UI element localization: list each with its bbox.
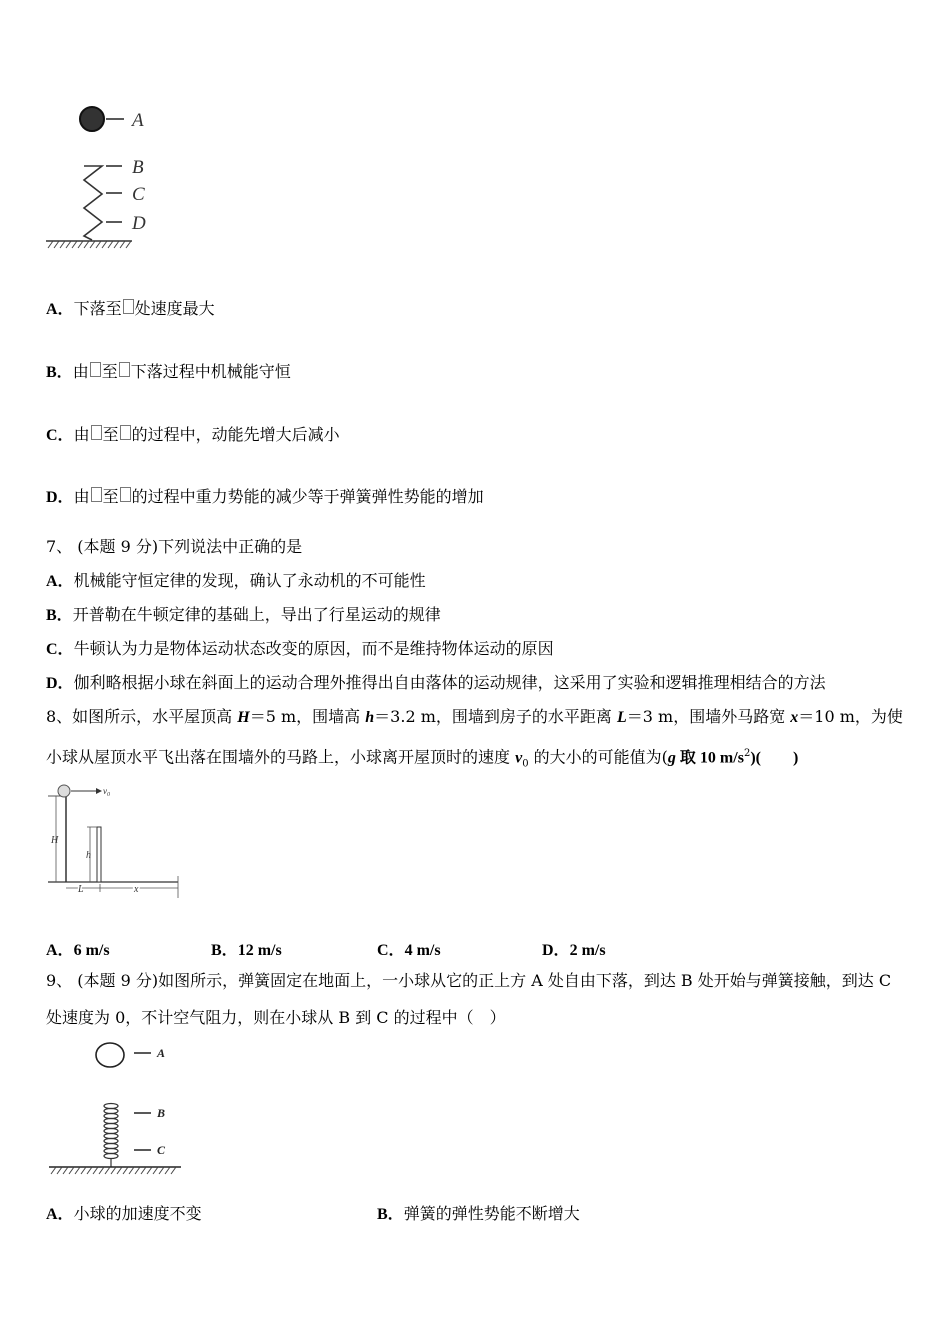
q6-option-a: A．下落至 处速度最大 (46, 299, 215, 318)
q8-option-d: D．2 m/s (542, 942, 606, 959)
q7-option-d: D．伽利略根据小球在斜面上的运动合理外推得出自由落体的运动规律，这采用了实验和逻辑推理相结合的方法 (46, 673, 826, 692)
fig2-label-v0: $v_0$ (103, 786, 110, 798)
spring (104, 1104, 118, 1159)
figure-ball-spring-abc (45, 1038, 190, 1178)
q6-option-b: B．由 至 下落过程中机械能守恒 (46, 362, 291, 381)
missing-glyph (90, 362, 101, 377)
fig3-label-c: C (157, 1143, 166, 1157)
q9-option-a: A．小球的加速度不变 (46, 1204, 202, 1223)
figure-roof-wall-road (40, 780, 185, 905)
fig2-label-h-small: h (86, 850, 91, 861)
missing-glyph (91, 487, 102, 502)
q6-option-d: D．由 至 的过程中重力势能的减少等于弹簧弹性势能的增加 (46, 487, 484, 506)
fig3-label-a: A (157, 1046, 166, 1060)
ball (80, 107, 104, 131)
q9-option-b: B．弹簧的弹性势能不断增大 (377, 1204, 580, 1223)
q8-option-c: C．4 m/s (377, 942, 441, 959)
figure-ball-spring-abcd (40, 100, 170, 260)
q7-option-c: C．牛顿认为力是物体运动状态改变的原因，而不是维持物体运动的原因 (46, 639, 554, 658)
fig3-label-b: B (157, 1106, 166, 1120)
fig2-label-l: L (78, 884, 84, 895)
spring (84, 166, 102, 240)
q6-option-c: C．由 至 的过程中，动能先增大后减小 (46, 425, 340, 444)
q8-stem-line2: 小球从屋顶水平飞出落在围墙外的马路上，小球离开屋顶时的速度 $v_0$ 的大小的可能值为(g 取 10 $m/s^2$)( ) (46, 747, 799, 770)
q9-stem-line1: 9、 (本题 9 分)如图所示，弹簧固定在地面上，一小球从它的正上方 A 处自由下落，到达 B 处开始与弹簧接触，到达 C (46, 971, 892, 990)
q8-stem-line1: 8、如图所示，水平屋顶高 H＝5 m，围墙高 h＝3.2 m，围墙到房子的水平距离 L＝3 m，围墙外马路宽 x＝10 m，为使 (46, 707, 903, 726)
wall (97, 827, 101, 882)
fig1-label-d: D (132, 213, 146, 234)
fig1-label-b: B (132, 157, 144, 178)
fig2-label-h-big: H (51, 835, 59, 846)
fig1-label-a: A (132, 110, 144, 131)
missing-glyph (123, 299, 134, 314)
missing-glyph (120, 487, 131, 502)
fig2-label-x: x (134, 884, 139, 895)
q7-option-a: A．机械能守恒定律的发现，确认了永动机的不可能性 (46, 571, 426, 590)
ball (58, 785, 70, 797)
q9-stem-line2: 处速度为 0，不计空气阻力，则在小球从 B 到 C 的过程中（ ） (46, 1008, 506, 1027)
fig1-label-c: C (132, 184, 145, 205)
ball (96, 1043, 124, 1067)
q7-option-b: B．开普勒在牛顿定律的基础上，导出了行星运动的规律 (46, 605, 441, 624)
missing-glyph (91, 425, 102, 440)
q7-stem: 7、 (本题 9 分)下列说法中正确的是 (46, 537, 303, 556)
missing-glyph (119, 362, 130, 377)
q8-option-b: B．12 m/s (211, 942, 282, 959)
q8-option-a: A．6 m/s (46, 942, 110, 959)
missing-glyph (120, 425, 131, 440)
